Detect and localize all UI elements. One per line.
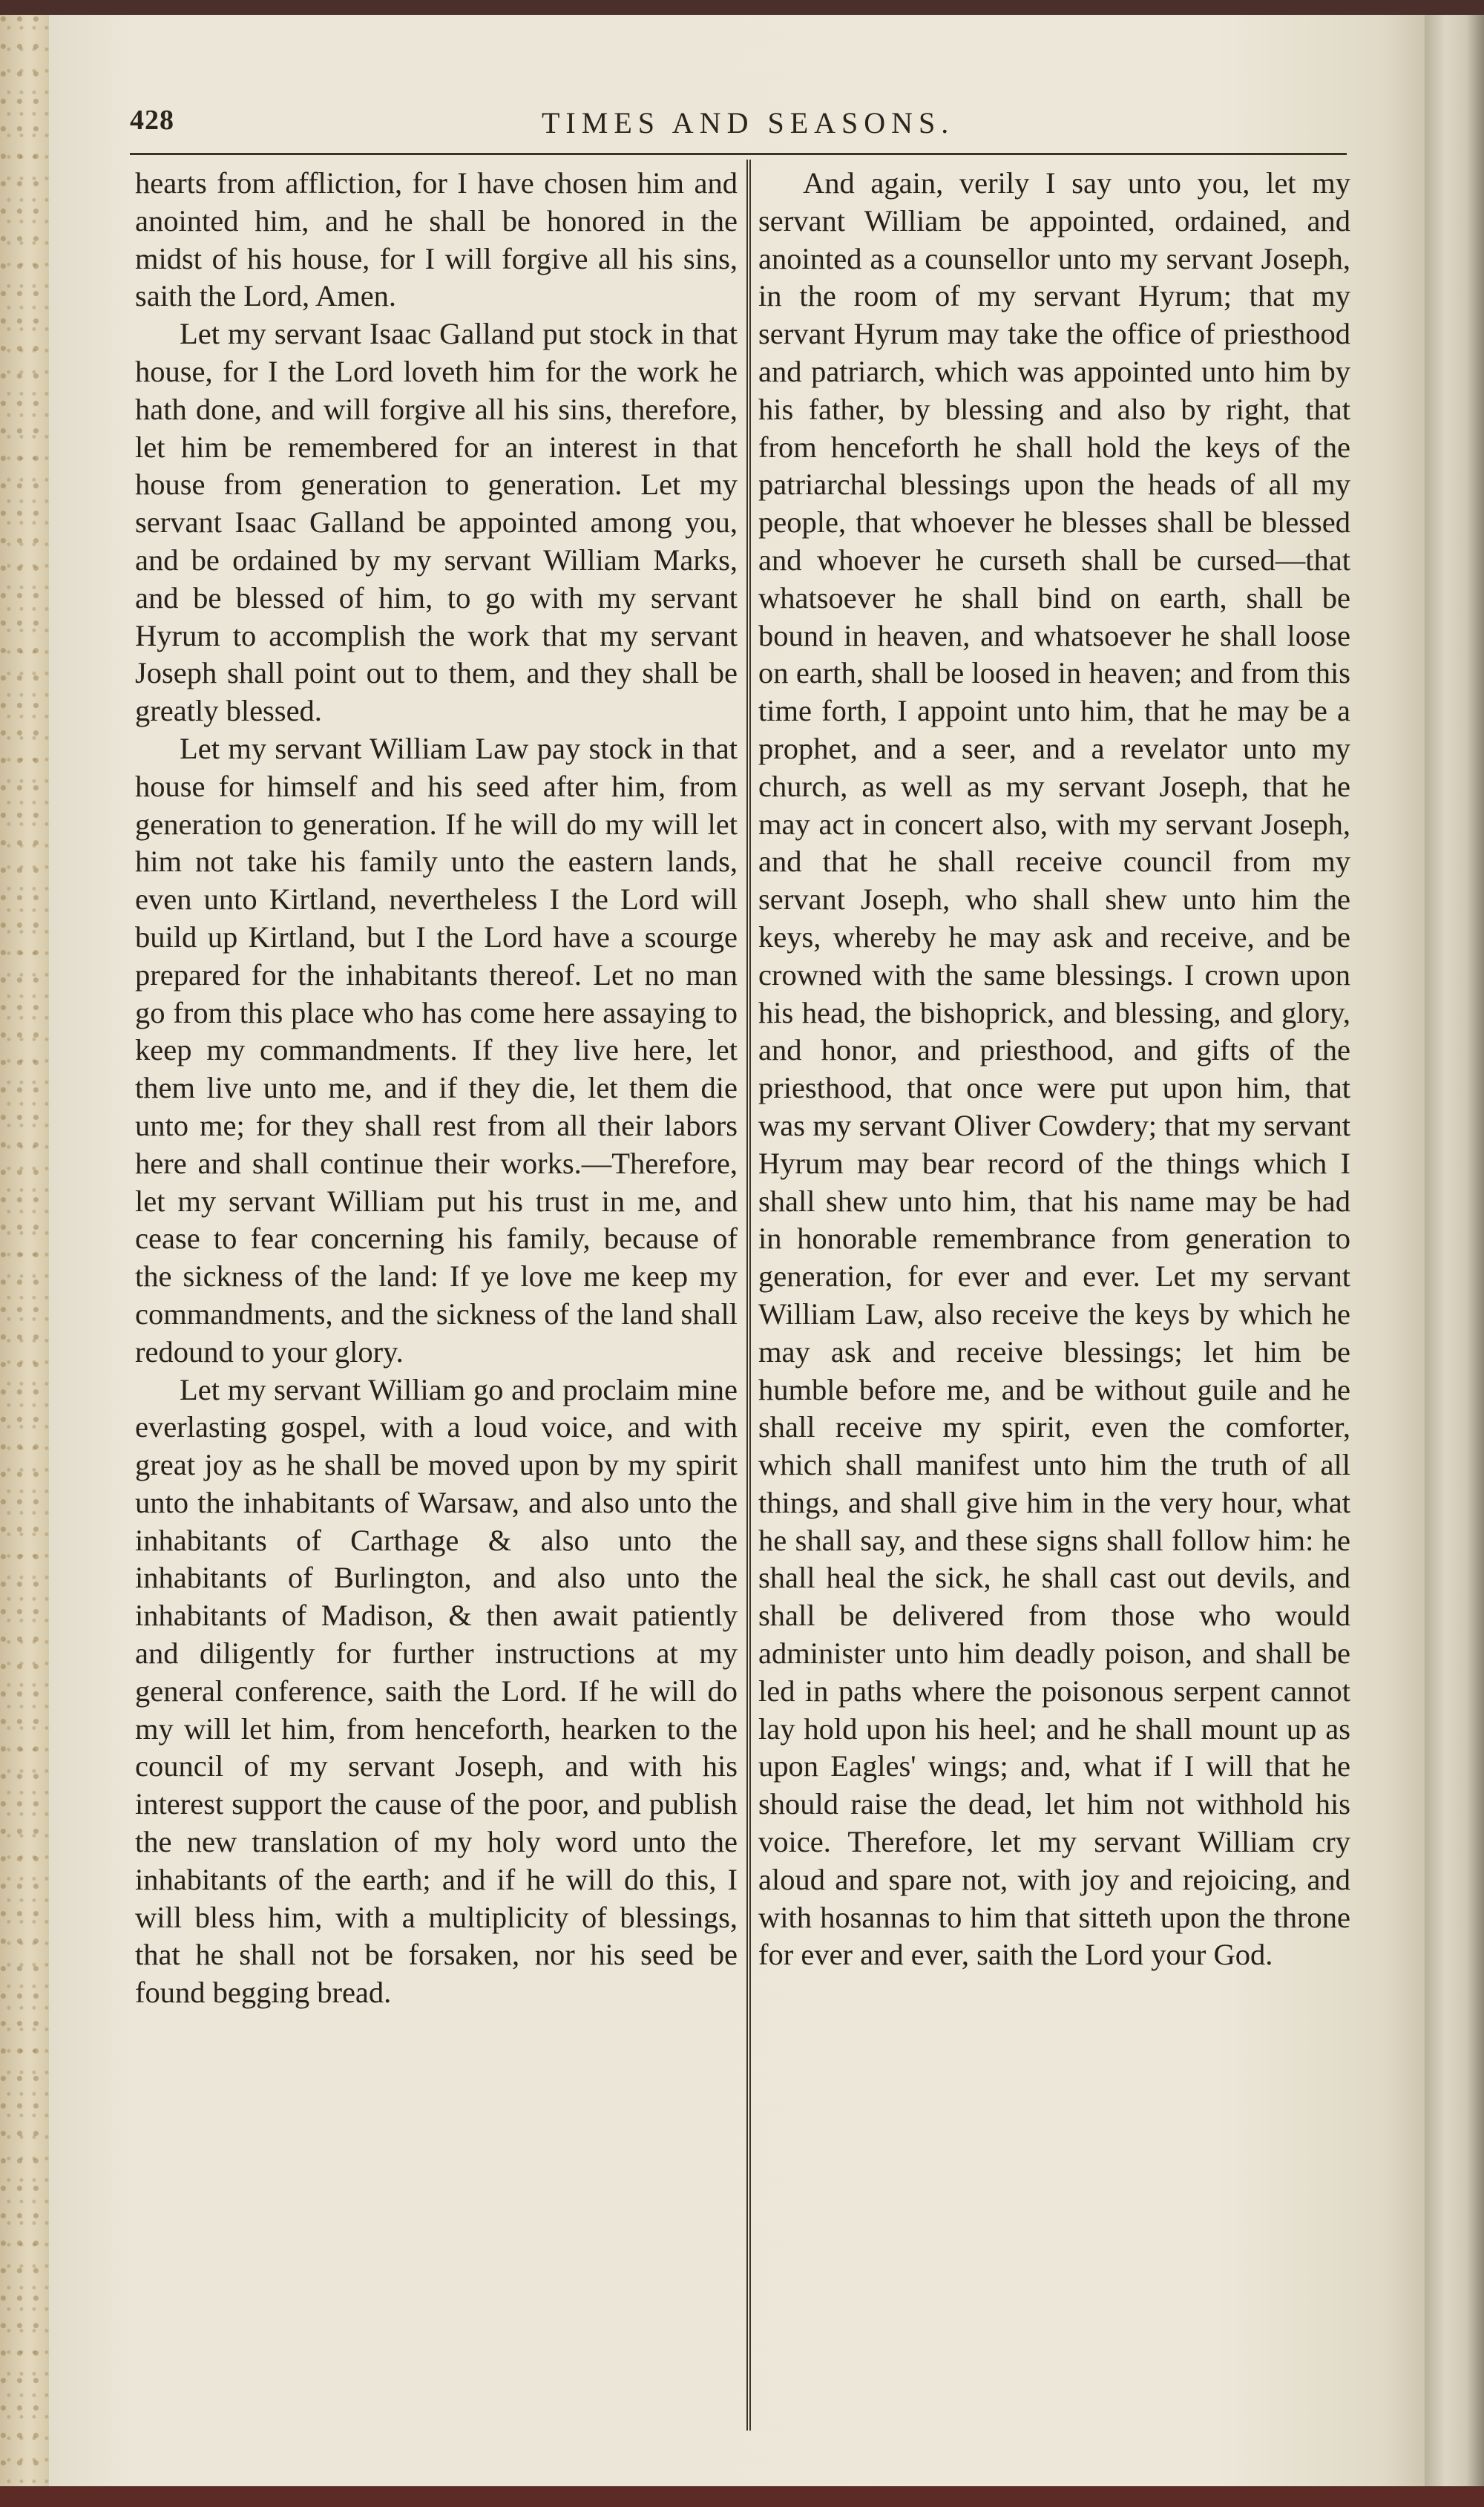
right-column [758, 165, 1350, 2428]
paragraph: Let my servant Isaac Galland put stock in that house, for I the Lord loveth him for the work he hath done, and will forgive all his sins, therefore, let him be remembered for an interest in that house from generation to generation. Let my servant Isaac Galland be appointed among you, and be ordained by my servant William Marks, and be blessed of him, to go with my servant Hyrum to accomplish the work that my servant Joseph shall point out to them, and they shall be greatly blessed. [135, 317, 738, 728]
facing-page-edge [1425, 15, 1484, 2486]
top-binding-edge [0, 0, 1484, 16]
paragraph: Let my servant William Law pay stock in that house for himself and his seed after him, from generation to generation. If he will do my will let him not take his family unto the eastern lands, even unto Kirtland, nevertheless I the Lord will build up Kirtland, but I the Lord have a scourge prepared for the inhabitants thereof. Let no man go from this place who has come here assaying to keep my commandments. If they live here, let them live unto me, and if they die, let them die unto me; for they shall rest from all their labors here and shall continue their works.—Therefore, let my servant William put his trust in me, and cease to fear concerning his family, because of the sickness of the land: If ye love me keep my commandments, and the sickness of the land shall redound to your glory. [135, 731, 738, 1369]
running-head: TIMES AND SEASONS. [542, 106, 955, 140]
page-header [130, 104, 1347, 148]
paragraph: Let my servant William go and proclaim mine everlasting gospel, with a loud voice, and with great joy as he shall be moved upon by my spirit unto the inhabitants of Warsaw, and also unto the inhabitants of Carthage & also unto the inhabitants of Burlington, and also unto the inhabitants of Madison, & then await patiently and diligently for further instructions at my general conference, saith the Lord. If he will do my will let him, from henceforth, hearken to the council of my servant Joseph, and with his interest support the cause of the poor, and publish the new translation of my holy word unto the inhabitants of the earth; and if he will do this, I will bless him, with a multiplicity of blessings, that he shall not be forsaken, nor his seed be found begging bread. [135, 1372, 738, 2010]
page-number: 428 [130, 105, 174, 136]
paragraph: And again, verily I say unto you, let my servant William be appointed, ordained, and anointed as a counsellor unto my servant Joseph, in the room of my servant Hyrum; that my servant Hyrum may take the office of priesthood and patriarch, which was appointed unto him by his father, by blessing and also by right, that from henceforth he shall hold the keys of the patriarchal blessings upon the heads of all my people, that whoever he blesses shall be blessed and whoever he curseth shall be cursed—that whatsoever he shall bind on earth, shall be bound in heaven, and whatsoever he shall loose on earth, shall be loosed in heaven; and from this time forth, I appoint unto him, that he may be a prophet, and a seer, and a revelator unto my church, as well as my servant Joseph, that he may act in concert also, with my servant Joseph, and that he shall receive council from my servant Joseph, who shall shew unto him the keys, whereby he may ask and receive, and be crowned with the same blessings. I crown upon his head, the bishoprick, and blessing, and glory, and honor, and priesthood, and gifts of the priesthood, that once were put upon him, that was my servant Oliver Cowdery; that my servant Hyrum may bear record of the things which I shall shew unto him, that his name may be had in honorable remembrance from generation to generation, for ever and ever. Let my servant William Law, also receive the keys by which he may ask and receive blessings; let him be humble before me, and be without guile and he shall receive my spirit, even the comforter, which shall manifest unto him the truth of all things, and shall give him in the very hour, what he shall say, and these signs shall follow him: he shall heal the sick, he shall cast out devils, and shall be delivered from those who would administer unto him deadly poison, and shall be led in paths where the poisonous serpent cannot lay hold upon his heel; and he shall mount up as upon Eagles' wings; and, what if I will that he should raise the dead, let him not withhold his voice. Therefore, let my servant William cry aloud and spare not, with joy and rejoicing, and with hosannas to him that sitteth upon the throne for ever and ever, saith the Lord your God. [758, 166, 1350, 1972]
left-column [135, 165, 738, 2428]
book-spine-binding [0, 15, 50, 2486]
header-rule [130, 153, 1347, 155]
paragraph: hearts from affliction, for I have chosen him and anointed him, and he shall be honored in the midst of his house, for I will forgive all his sins, saith the Lord, Amen. [135, 166, 738, 313]
bottom-binding-edge [0, 2486, 1484, 2507]
column-divider [746, 160, 751, 2431]
